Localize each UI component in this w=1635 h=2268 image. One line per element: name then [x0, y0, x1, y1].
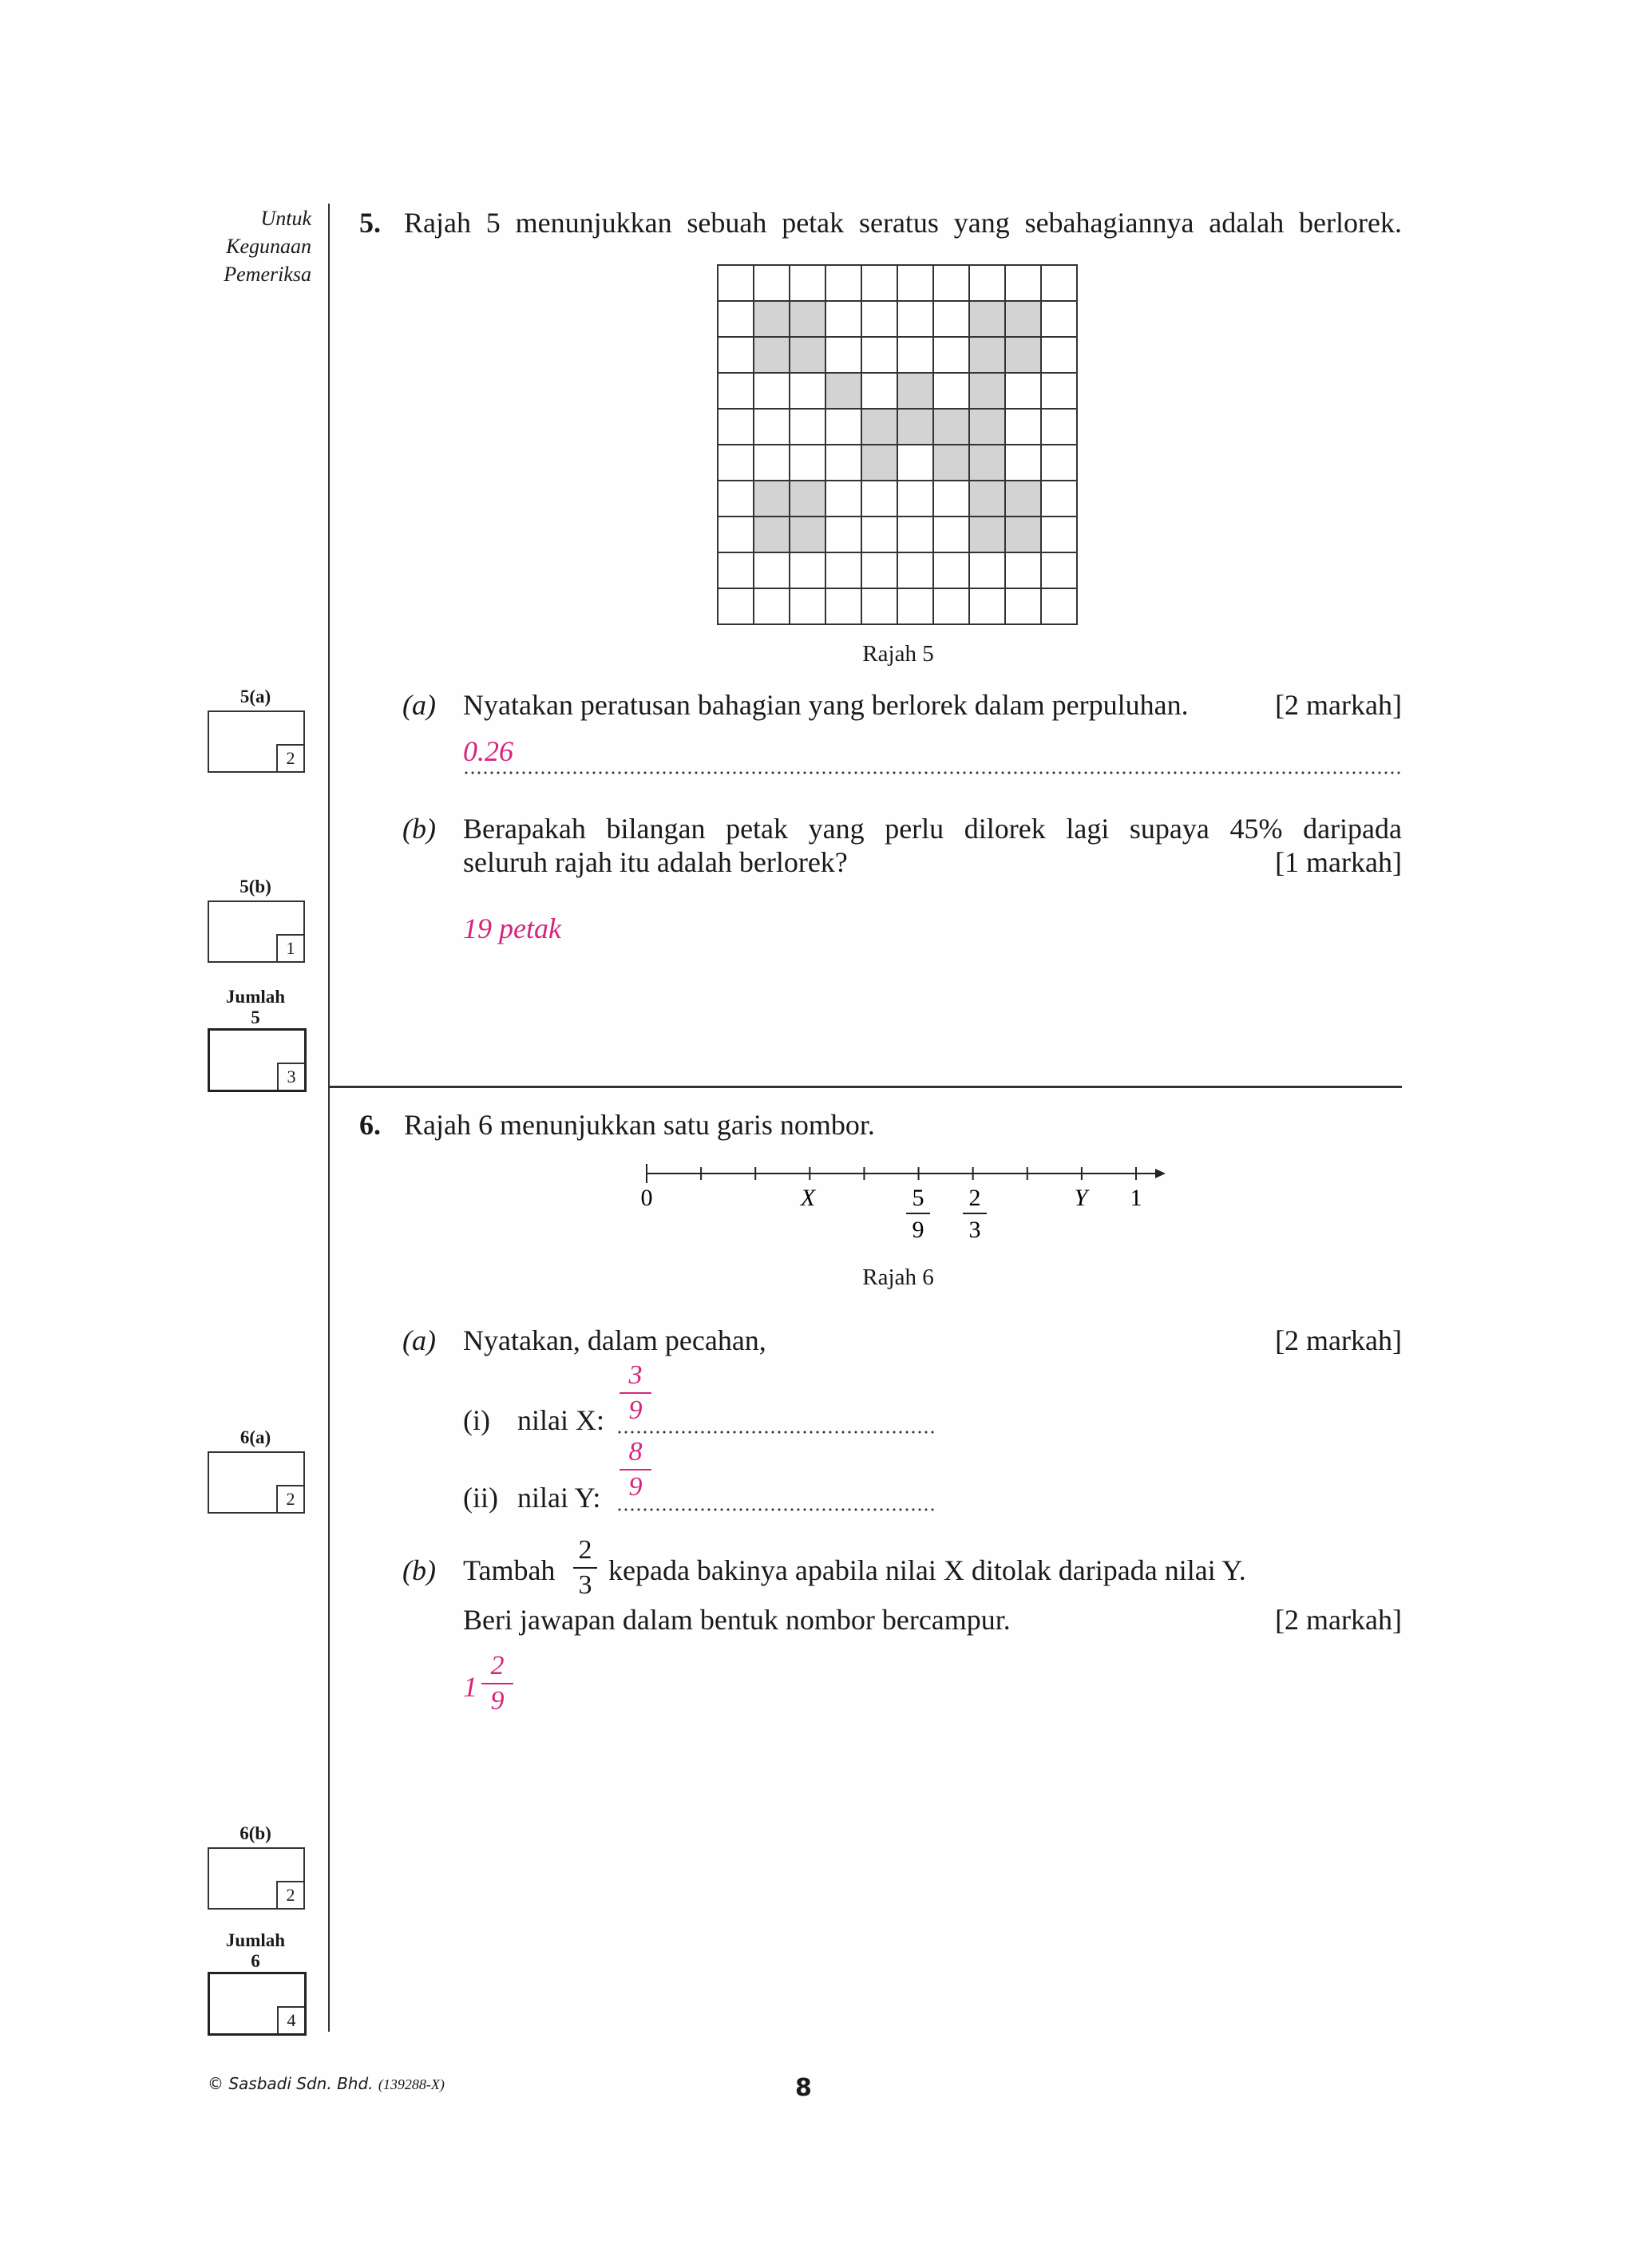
grid-cell [1042, 338, 1078, 374]
grid-cell [754, 410, 790, 445]
q5b-answer: 19 petak [463, 912, 561, 944]
grid-cell [898, 338, 934, 374]
q6aii-text: nilai Y: [517, 1482, 601, 1514]
grid-cell [934, 553, 970, 589]
grid-cell [1006, 553, 1042, 589]
grid-cell-shaded [754, 517, 790, 553]
grid-cell [719, 517, 754, 553]
page-number: 8 [795, 2074, 812, 2102]
grid-cell-shaded [826, 374, 862, 410]
grid-cell [826, 481, 862, 517]
markbox-6b: 2 [208, 1847, 305, 1910]
grid-cell [790, 553, 826, 589]
q6b-text-post: kepada bakinya apabila nilai X ditolak daripada nilai Y. [608, 1554, 1246, 1586]
number-line-arrow [1155, 1169, 1166, 1178]
grid-cell [898, 517, 934, 553]
grid-cell-shaded [970, 374, 1006, 410]
markbox-6a: 2 [208, 1451, 305, 1514]
grid-cell [1042, 553, 1078, 589]
grid-cell [898, 589, 934, 625]
grid-cell-shaded [1006, 517, 1042, 553]
grid-cell-shaded [862, 410, 898, 445]
grid-cell [862, 374, 898, 410]
grid-cell [719, 266, 754, 302]
grid-cell [898, 481, 934, 517]
q5b-text-line2: seluruh rajah itu adalah berlorek? [463, 846, 848, 878]
number-line-frac2-den: 3 [968, 1217, 981, 1243]
q5-text: Rajah 5 menunjukkan sebuah petak seratus yang sebahagiannya adalah berlorek. [404, 207, 1402, 239]
grid-cell [719, 445, 754, 481]
grid-cell [1006, 374, 1042, 410]
grid-cell-shaded [754, 481, 790, 517]
q6b-answer-whole: 1 [463, 1671, 477, 1703]
grid-cell [934, 517, 970, 553]
q6-caption: Rajah 6 [862, 1265, 934, 1290]
grid-cell [862, 481, 898, 517]
grid-cell-shaded [790, 302, 826, 338]
grid-cell [826, 445, 862, 481]
q5b-marks: [1 markah] [1275, 846, 1402, 878]
grid-cell [934, 302, 970, 338]
grid-cell [898, 302, 934, 338]
q6b-text-line2: Beri jawapan dalam bentuk nombor bercampur. [463, 1604, 1011, 1636]
grid-cell-shaded [970, 410, 1006, 445]
grid-cell [719, 589, 754, 625]
q6ai-text: nilai X: [517, 1404, 604, 1436]
margin-divider [328, 204, 330, 2032]
q6b-text-pre: Tambah [463, 1554, 556, 1586]
grid-cell [862, 517, 898, 553]
q6a-text: Nyatakan, dalam pecahan, [463, 1324, 766, 1356]
grid-cell-shaded [970, 445, 1006, 481]
grid-cell [754, 374, 790, 410]
grid-cell [719, 338, 754, 374]
grid-cell-shaded [970, 302, 1006, 338]
grid-cell [754, 445, 790, 481]
grid-cell [754, 553, 790, 589]
grid-cell [1042, 445, 1078, 481]
markbox-5a: 2 [208, 710, 305, 773]
number-line-label-0: 0 [640, 1185, 653, 1211]
grid-cell [826, 410, 862, 445]
grid-cell [1042, 517, 1078, 553]
grid-cell [1042, 302, 1078, 338]
number-line [623, 1158, 1182, 1253]
q5-number: 5. [359, 207, 381, 239]
q6b-marks: [2 markah] [1275, 1604, 1402, 1636]
markbox-total5: 3 [208, 1028, 307, 1092]
grid-cell [719, 302, 754, 338]
number-line-label-x: X [800, 1185, 816, 1211]
grid-cell [790, 589, 826, 625]
markbox-label-total5: Jumlah 5 [225, 987, 286, 1027]
grid-cell-shaded [934, 410, 970, 445]
grid-cell [719, 481, 754, 517]
grid-cell [1042, 481, 1078, 517]
grid-cell-shaded [790, 517, 826, 553]
grid-cell [790, 445, 826, 481]
markbox-label-6b: 6(b) [240, 1823, 271, 1843]
q6a-label: (a) [402, 1324, 436, 1356]
markbox-5b: 1 [208, 900, 305, 963]
grid-cell [1006, 445, 1042, 481]
grid-cell [970, 589, 1006, 625]
q5a-label: (a) [402, 689, 436, 721]
number-line-label-1: 1 [1130, 1185, 1142, 1211]
grid-cell [790, 266, 826, 302]
grid-cell [790, 374, 826, 410]
q5a-answer: 0.26 [463, 735, 513, 767]
grid-cell [790, 410, 826, 445]
q5b-text-line1: Berapakah bilangan petak yang perlu dilorek lagi supaya 45% daripada [463, 813, 1402, 845]
question-divider [328, 1086, 1402, 1088]
grid-cell [826, 553, 862, 589]
q6b-fraction: 2 3 [573, 1535, 597, 1601]
grid-cell-shaded [754, 302, 790, 338]
grid-cell [934, 589, 970, 625]
grid-cell [1006, 589, 1042, 625]
grid-cell [826, 338, 862, 374]
grid-cell [754, 589, 790, 625]
markbox-label-5a: 5(a) [240, 687, 271, 707]
q5a-text: Nyatakan peratusan bahagian yang berlorek dalam perpuluhan. [463, 689, 1189, 721]
grid-cell-shaded [898, 374, 934, 410]
grid-cell [826, 302, 862, 338]
grid-cell [719, 374, 754, 410]
footer-copyright: © Sasbadi Sdn. Bhd. (139288-X) [208, 2074, 445, 2093]
number-line-frac2-num: 2 [968, 1185, 981, 1211]
grid-cell-shaded [1006, 338, 1042, 374]
q6b-answer-fraction: 2 9 [481, 1651, 513, 1716]
q5a-marks: [2 markah] [1275, 689, 1402, 721]
grid-cell [970, 266, 1006, 302]
markbox-total6: 4 [208, 1972, 307, 2036]
q6a-marks: [2 markah] [1275, 1324, 1402, 1356]
grid-cell [719, 410, 754, 445]
grid-cell-shaded [1006, 302, 1042, 338]
grid-cell-shaded [790, 481, 826, 517]
grid-cell-shaded [970, 517, 1006, 553]
examiner-use-heading: Untuk Kegunaan Pemeriksa [224, 207, 311, 286]
grid-cell [898, 553, 934, 589]
grid-cell [934, 374, 970, 410]
grid-cell [934, 481, 970, 517]
q5a-answer-line [463, 771, 1402, 774]
q5-caption: Rajah 5 [862, 641, 934, 667]
grid-cell [754, 266, 790, 302]
grid-cell-shaded [970, 338, 1006, 374]
q5b-label: (b) [402, 813, 436, 845]
grid-cell [934, 266, 970, 302]
grid-cell [970, 553, 1006, 589]
q6ai-label: (i) [463, 1404, 490, 1436]
grid-cell [1042, 589, 1078, 625]
grid-cell [826, 266, 862, 302]
number-line-frac1-den: 9 [912, 1217, 924, 1243]
q6aii-answer-line [616, 1508, 936, 1511]
grid-cell [898, 266, 934, 302]
q6b-label: (b) [402, 1554, 436, 1586]
number-line-frac1-num: 5 [912, 1185, 924, 1211]
grid-cell-shaded [1006, 481, 1042, 517]
q6-text: Rajah 6 menunjukkan satu garis nombor. [404, 1109, 875, 1141]
markbox-label-total6: Jumlah 6 [225, 1930, 286, 1971]
grid-cell-shaded [934, 445, 970, 481]
q6ai-answer: 3 9 [620, 1360, 651, 1426]
grid-cell-shaded [754, 338, 790, 374]
grid-cell [1006, 410, 1042, 445]
grid-cell [898, 445, 934, 481]
grid-cell [1042, 410, 1078, 445]
markbox-label-5b: 5(b) [240, 877, 271, 897]
grid-cell [862, 302, 898, 338]
grid-cell [1042, 374, 1078, 410]
q6aii-label: (ii) [463, 1482, 498, 1514]
grid-cell [862, 589, 898, 625]
grid-cell-shaded [970, 481, 1006, 517]
markbox-label-6a: 6(a) [240, 1427, 271, 1447]
q6ai-answer-line [616, 1431, 936, 1434]
hundred-square-grid [719, 266, 1078, 625]
grid-cell [934, 338, 970, 374]
grid-cell-shaded [862, 445, 898, 481]
grid-cell [862, 338, 898, 374]
grid-cell [719, 553, 754, 589]
q6-number: 6. [359, 1109, 381, 1141]
q6aii-answer: 8 9 [620, 1437, 651, 1502]
grid-cell [826, 589, 862, 625]
grid-cell [1042, 266, 1078, 302]
grid-cell [1006, 266, 1042, 302]
grid-cell [862, 266, 898, 302]
grid-cell [826, 517, 862, 553]
number-line-label-y: Y [1074, 1185, 1088, 1211]
grid-cell [862, 553, 898, 589]
grid-cell-shaded [898, 410, 934, 445]
grid-cell-shaded [790, 338, 826, 374]
